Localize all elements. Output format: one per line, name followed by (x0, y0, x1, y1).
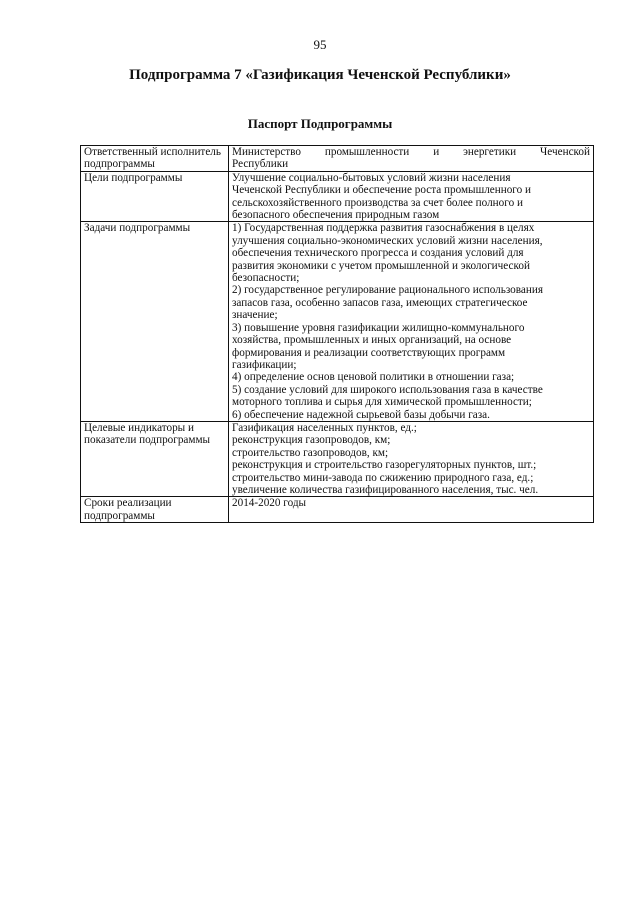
value-responsible (229, 146, 594, 172)
value-indicators (229, 421, 594, 496)
value-line: Газификация населенных пунктов, ед.; (232, 421, 417, 434)
table-row-responsible (81, 146, 594, 172)
value-line: газификации; (232, 358, 297, 371)
value-line: 6) обеспечение надежной сырьевой базы добычи газа. (232, 408, 490, 421)
value-line: 5) создание условий для широкого использования газа в качестве (232, 383, 543, 396)
table-row-tasks (81, 222, 594, 422)
value-line: увеличение количества газифицированного населения, тыс. чел. (232, 483, 539, 496)
value-line: обеспечения технического прогресса и создания условий для (232, 247, 524, 260)
value-timeline (229, 497, 594, 523)
value-line: реконструкция и строительство газорегуляторных пунктов, шт.; (232, 459, 537, 472)
value-line: Республики (232, 158, 289, 171)
value-line: 4) определение основ ценовой политики в отношении газа; (232, 371, 515, 384)
passport-table (80, 145, 594, 523)
value-line: моторного топлива и сырья для химической промышленности; (232, 396, 532, 409)
value-line: улучшения социально-экономических условий жизни населения, (232, 234, 543, 247)
label-timeline: Сроки реализации подпрограммы (81, 497, 229, 523)
value-goals (229, 171, 594, 222)
value-line: значение; (232, 309, 278, 322)
value-line: безопасности; (232, 272, 300, 285)
document-title: Подпрограмма 7 «Газификация Чеченской Республики» (129, 67, 511, 83)
table-row-timeline (81, 497, 594, 523)
value-line: безопасного обеспечения природным газом (232, 209, 440, 222)
value-line: 2014-2020 годы (232, 497, 307, 510)
value-line: формирования и реализации соответствующих программ (232, 346, 506, 359)
passport-heading: Паспорт Подпрограммы (247, 116, 393, 131)
value-line: сельскохозяйственного производства за счет более полного и (232, 196, 523, 209)
page-number: 95 (313, 37, 327, 52)
value-line: 3) повышение уровня газификации жилищно-коммунального (232, 321, 525, 334)
label-goals: Цели подпрограммы (81, 171, 229, 222)
value-line: хозяйства, промышленных и иных организаций, на основе (232, 334, 512, 347)
value-tasks (229, 222, 594, 422)
value-line: Министерство промышленности и энергетики Чеченской (232, 146, 590, 158)
table-row-indicators (81, 421, 594, 496)
value-line: строительство мини-завода по сжижению природного газа, ед.; (232, 471, 534, 484)
value-line: запасов газа, особенно запасов газа, имеющих стратегическое (232, 296, 528, 309)
label-responsible: Ответственный исполнитель подпрограммы (81, 146, 229, 172)
value-line: реконструкция газопроводов, км; (232, 434, 391, 447)
table-row-goals (81, 171, 594, 222)
label-tasks: Задачи подпрограммы (81, 222, 229, 422)
value-line: Улучшение социально-бытовых условий жизни населения (232, 171, 511, 184)
value-line: Чеченской Республики и обеспечение роста промышленного и (232, 184, 531, 197)
value-line: 1) Государственная поддержка развития газоснабжения в целях (232, 222, 535, 235)
value-line: развития экономики с учетом промышленной и экологической (232, 259, 530, 272)
value-line: 2) государственное регулирование рационального использования (232, 284, 543, 297)
value-line: строительство газопроводов, км; (232, 446, 389, 459)
label-indicators: Целевые индикаторы и показатели подпрограммы (81, 421, 229, 496)
